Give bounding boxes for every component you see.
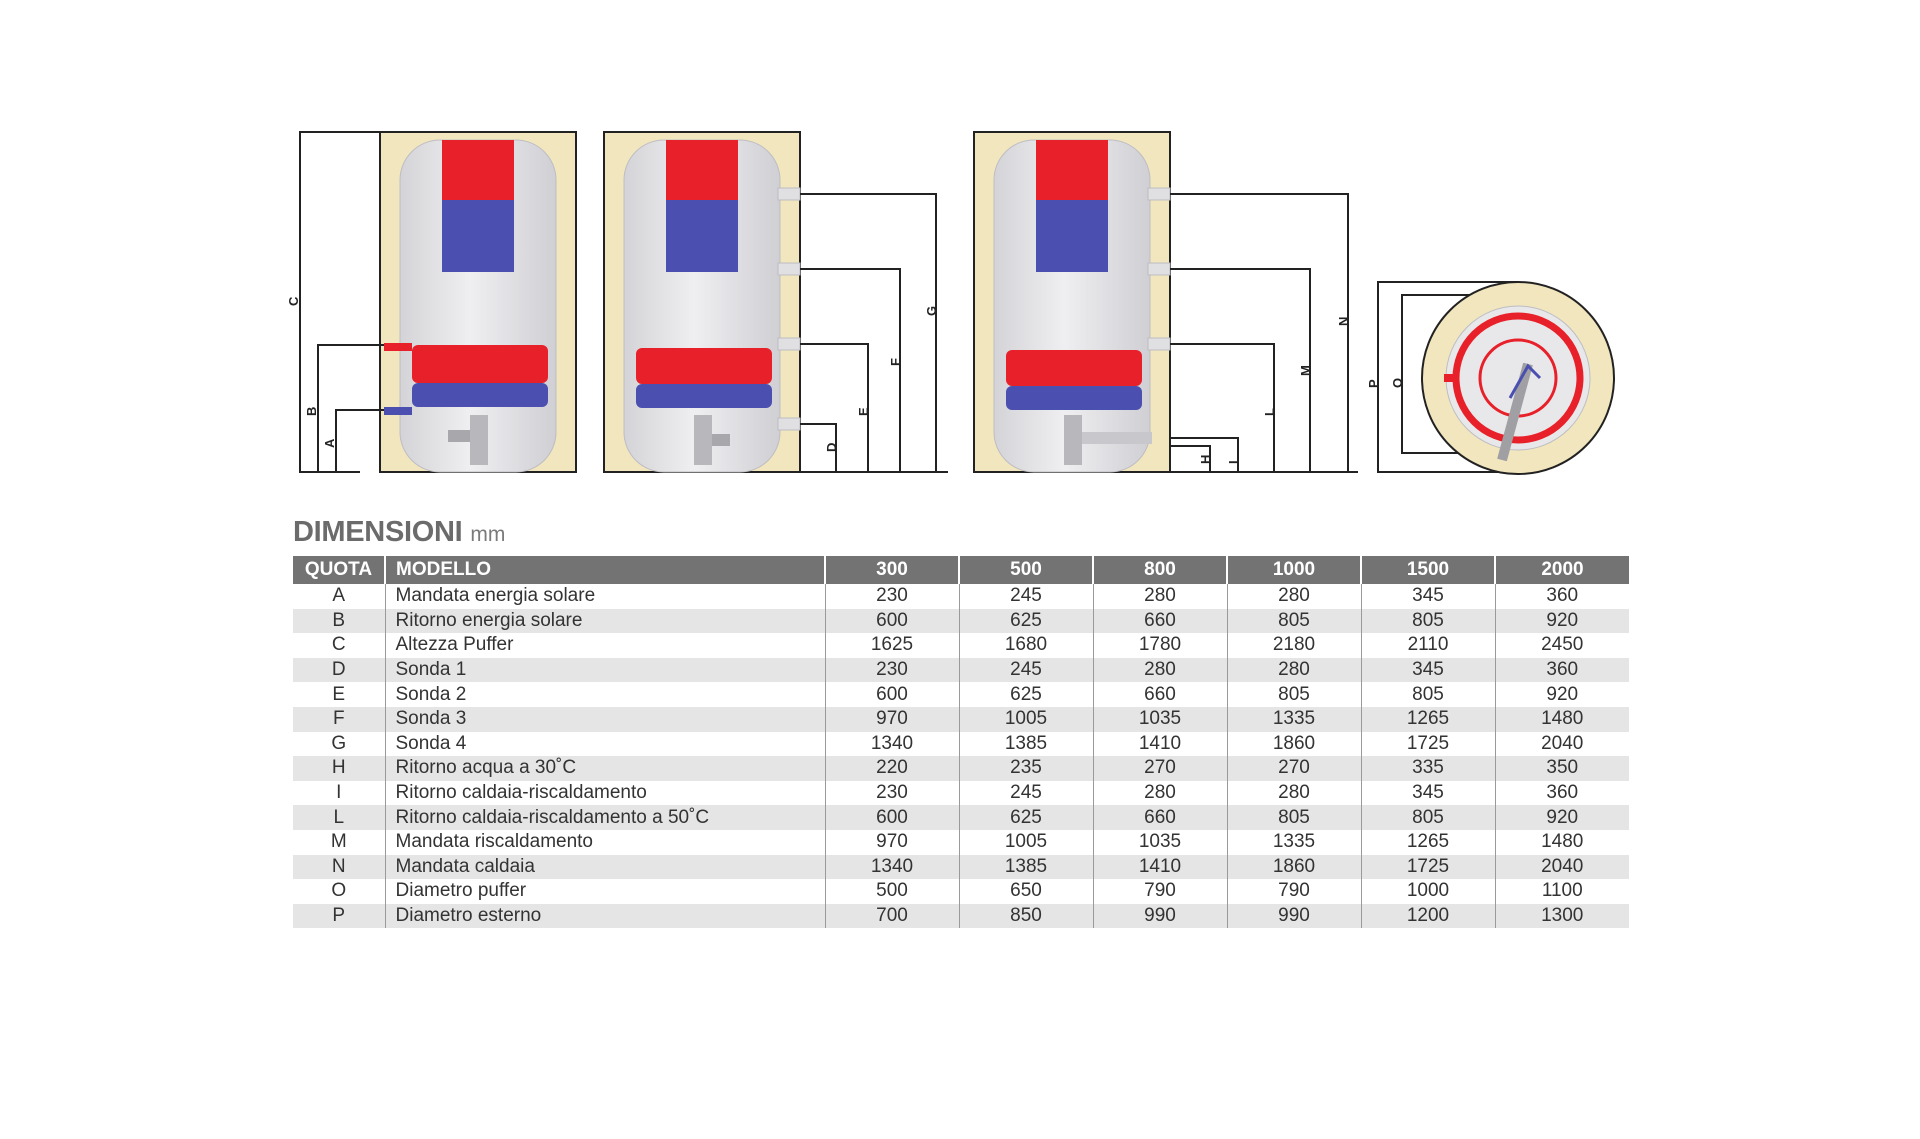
tank-1-top-coil xyxy=(442,140,514,272)
cell-value: 1265 xyxy=(1361,830,1495,855)
cell-value: 625 xyxy=(959,805,1093,830)
cell-value: 280 xyxy=(1227,658,1361,683)
cell-value: 1335 xyxy=(1227,707,1361,732)
cell-value: 1480 xyxy=(1541,831,1584,853)
table-row xyxy=(293,707,1629,732)
cell-value: 2040 xyxy=(1495,855,1629,880)
cell-quota: M xyxy=(293,830,385,855)
cell-quota: I xyxy=(293,781,385,806)
tank-1-bottom-coil xyxy=(412,345,548,407)
tank-1-heater-rod xyxy=(448,430,470,442)
cell-modello: Ritorno energia solare xyxy=(385,609,825,634)
header-model-2000: 2000 xyxy=(1495,556,1629,584)
dimension-label-n: N xyxy=(1336,316,1351,326)
cell-value: 660 xyxy=(1093,682,1227,707)
cell-quota: D xyxy=(293,658,385,683)
table-row xyxy=(293,609,1629,634)
table-row xyxy=(293,584,1629,609)
cell-value: 1680 xyxy=(959,633,1093,658)
dimension-label-g: G xyxy=(924,305,939,316)
cell-value: 1100 xyxy=(1541,880,1583,902)
cell-modello: Mandata riscaldamento xyxy=(385,830,825,855)
cell-value: 1860 xyxy=(1227,732,1361,757)
cell-value: 220 xyxy=(825,756,959,781)
cell-quota: P xyxy=(293,904,385,929)
dimension-label-m: M xyxy=(1298,365,1313,376)
tank-top-view xyxy=(1366,282,1614,474)
cell-value: 990 xyxy=(1227,904,1361,929)
header-modello: MODELLO xyxy=(385,556,825,584)
dimension-label-b: B xyxy=(304,406,319,416)
cell-quota: C xyxy=(293,633,385,658)
header-model-1000: 1000 xyxy=(1227,556,1361,584)
tank-1-solar-coils xyxy=(286,132,576,472)
cell-value: 1335 xyxy=(1227,830,1361,855)
dimension-label-e: E xyxy=(856,407,871,416)
tank-1-inlet-pipe-cold xyxy=(384,407,412,415)
tank-3-dimension-lines xyxy=(1170,194,1358,472)
cell-value: 360 xyxy=(1546,585,1579,607)
cell-value: 230 xyxy=(825,781,959,806)
cell-value: 805 xyxy=(1227,682,1361,707)
cell-value: 245 xyxy=(959,781,1093,806)
cell-modello: Ritorno caldaia-riscaldamento xyxy=(385,781,825,806)
cell-modello: Ritorno caldaia-riscaldamento a 50˚C xyxy=(385,805,825,830)
cell-value: 600 xyxy=(825,805,959,830)
header-quota: QUOTA xyxy=(293,556,385,584)
cell-value: 1340 xyxy=(825,732,959,757)
tank-2-dimension-lines xyxy=(800,194,948,472)
cell-quota: O xyxy=(293,879,385,904)
header-model-1500: 1500 xyxy=(1361,556,1495,584)
table-row xyxy=(293,682,1629,707)
cell-quota: N xyxy=(293,855,385,880)
cell-value: 1340 xyxy=(825,855,959,880)
cell-modello: Altezza Puffer xyxy=(385,633,825,658)
section-title: DIMENSIONI xyxy=(293,516,463,548)
cell-value: 790 xyxy=(1227,879,1361,904)
cell-value: 990 xyxy=(1093,904,1227,929)
cell-value: 625 xyxy=(959,682,1093,707)
cell-value: 230 xyxy=(825,658,959,683)
tank-2-probes xyxy=(604,132,948,472)
cell-modello: Sonda 1 xyxy=(385,658,825,683)
table-row xyxy=(293,732,1629,757)
cell-value: 625 xyxy=(959,609,1093,634)
tank-1-flange xyxy=(470,415,488,465)
cell-value: 1780 xyxy=(1093,633,1227,658)
cell-value: 850 xyxy=(959,904,1093,929)
cell-quota: L xyxy=(293,805,385,830)
cell-value: 270 xyxy=(1093,756,1227,781)
table-body xyxy=(293,584,1629,928)
header-model-800: 800 xyxy=(1093,556,1227,584)
cell-value: 1265 xyxy=(1361,707,1495,732)
cell-value: 500 xyxy=(825,879,959,904)
cell-value: 660 xyxy=(1093,609,1227,634)
cell-value: 350 xyxy=(1495,756,1629,781)
cell-value: 1385 xyxy=(959,855,1093,880)
cell-value: 660 xyxy=(1093,805,1227,830)
cell-value: 970 xyxy=(825,707,959,732)
cell-value: 805 xyxy=(1361,609,1495,634)
cell-value: 2040 xyxy=(1541,732,1584,754)
dimension-label-c: C xyxy=(286,296,301,306)
cell-value: 650 xyxy=(959,879,1093,904)
section-unit: mm xyxy=(470,523,506,546)
cell-value: 920 xyxy=(1546,683,1579,705)
cell-value: 1200 xyxy=(1361,904,1495,929)
cell-value: 805 xyxy=(1361,682,1495,707)
cell-value: 1625 xyxy=(825,633,959,658)
cell-value: 970 xyxy=(825,830,959,855)
cell-value: 345 xyxy=(1361,658,1495,683)
dimension-label-h: H xyxy=(1198,454,1213,464)
dimension-label-p: P xyxy=(1366,379,1381,388)
cell-value: 1480 xyxy=(1495,707,1629,732)
tank-3-heating-connections xyxy=(974,132,1358,472)
cell-value: 280 xyxy=(1227,781,1361,806)
cell-value: 805 xyxy=(1361,805,1495,830)
cell-quota: H xyxy=(293,756,385,781)
cell-value: 280 xyxy=(1093,781,1227,806)
cell-modello: Ritorno acqua a 30˚C xyxy=(385,756,825,781)
cell-quota: G xyxy=(293,732,385,757)
cell-modello: Sonda 2 xyxy=(385,682,825,707)
cell-value: 1035 xyxy=(1093,830,1227,855)
cell-quota: A xyxy=(293,584,385,609)
cell-value: 805 xyxy=(1227,609,1361,634)
cell-value: 245 xyxy=(959,658,1093,683)
cell-value: 270 xyxy=(1227,756,1361,781)
cell-value: 245 xyxy=(959,584,1093,609)
cell-quota: B xyxy=(293,609,385,634)
cell-value: 280 xyxy=(1093,658,1227,683)
cell-value: 2450 xyxy=(1541,634,1584,656)
table-row xyxy=(293,879,1629,904)
cell-value: 2110 xyxy=(1361,633,1495,658)
cell-value: 600 xyxy=(825,609,959,634)
cell-modello: Mandata caldaia xyxy=(385,855,825,880)
cell-quota: F xyxy=(293,707,385,732)
cell-value: 600 xyxy=(825,682,959,707)
tank-1-dimension-lines xyxy=(300,132,384,472)
cell-value: 1860 xyxy=(1227,855,1361,880)
header-model-500: 500 xyxy=(959,556,1093,584)
cell-value: 280 xyxy=(1227,584,1361,609)
table-row xyxy=(293,830,1629,855)
cell-value: 1410 xyxy=(1093,855,1227,880)
cell-value: 1005 xyxy=(959,707,1093,732)
cell-value: 700 xyxy=(825,904,959,929)
cell-value: 360 xyxy=(1495,658,1629,683)
cell-value: 335 xyxy=(1361,756,1495,781)
table-row xyxy=(293,855,1629,880)
dimension-label-f: F xyxy=(888,358,903,366)
cell-modello: Sonda 3 xyxy=(385,707,825,732)
cell-value: 230 xyxy=(825,584,959,609)
puffer-technical-diagram xyxy=(288,120,1648,480)
cell-value: 1005 xyxy=(959,830,1093,855)
cell-value: 1300 xyxy=(1495,904,1629,929)
cell-value: 2180 xyxy=(1227,633,1361,658)
cell-value: 280 xyxy=(1093,584,1227,609)
cell-value: 1725 xyxy=(1361,855,1495,880)
dimension-label-d: D xyxy=(824,442,839,452)
table-row xyxy=(293,658,1629,683)
cell-value: 805 xyxy=(1227,805,1361,830)
cell-value: 345 xyxy=(1361,584,1495,609)
cell-value: 1035 xyxy=(1093,707,1227,732)
cell-value: 360 xyxy=(1546,782,1579,804)
cell-value: 1000 xyxy=(1361,879,1495,904)
dimension-label-o: O xyxy=(1390,377,1405,388)
dimension-label-l: L xyxy=(1262,408,1277,416)
dimension-label-i: I xyxy=(1226,460,1241,464)
dimension-label-a: A xyxy=(322,438,337,448)
section-heading xyxy=(293,516,505,550)
cell-value: 920 xyxy=(1495,805,1629,830)
table-header-row xyxy=(293,556,1629,584)
table-row xyxy=(293,756,1629,781)
cell-value: 345 xyxy=(1361,781,1495,806)
table-row xyxy=(293,781,1629,806)
dimensions-table xyxy=(293,556,1629,928)
top-view-tank xyxy=(1446,306,1590,450)
cell-modello: Sonda 4 xyxy=(385,732,825,757)
cell-value: 1410 xyxy=(1093,732,1227,757)
cell-value: 920 xyxy=(1495,609,1629,634)
cell-value: 1725 xyxy=(1361,732,1495,757)
cell-modello: Diametro puffer xyxy=(385,879,825,904)
tank-1-inlet-pipe-hot xyxy=(384,343,412,351)
table-row xyxy=(293,633,1629,658)
cell-quota: E xyxy=(293,682,385,707)
header-model-300: 300 xyxy=(825,556,959,584)
cell-modello: Diametro esterno xyxy=(385,904,825,929)
cell-value: 1385 xyxy=(959,732,1093,757)
table-row xyxy=(293,904,1629,929)
cell-value: 790 xyxy=(1093,879,1227,904)
cell-value: 235 xyxy=(959,756,1093,781)
cell-modello: Mandata energia solare xyxy=(385,584,825,609)
table-row xyxy=(293,805,1629,830)
